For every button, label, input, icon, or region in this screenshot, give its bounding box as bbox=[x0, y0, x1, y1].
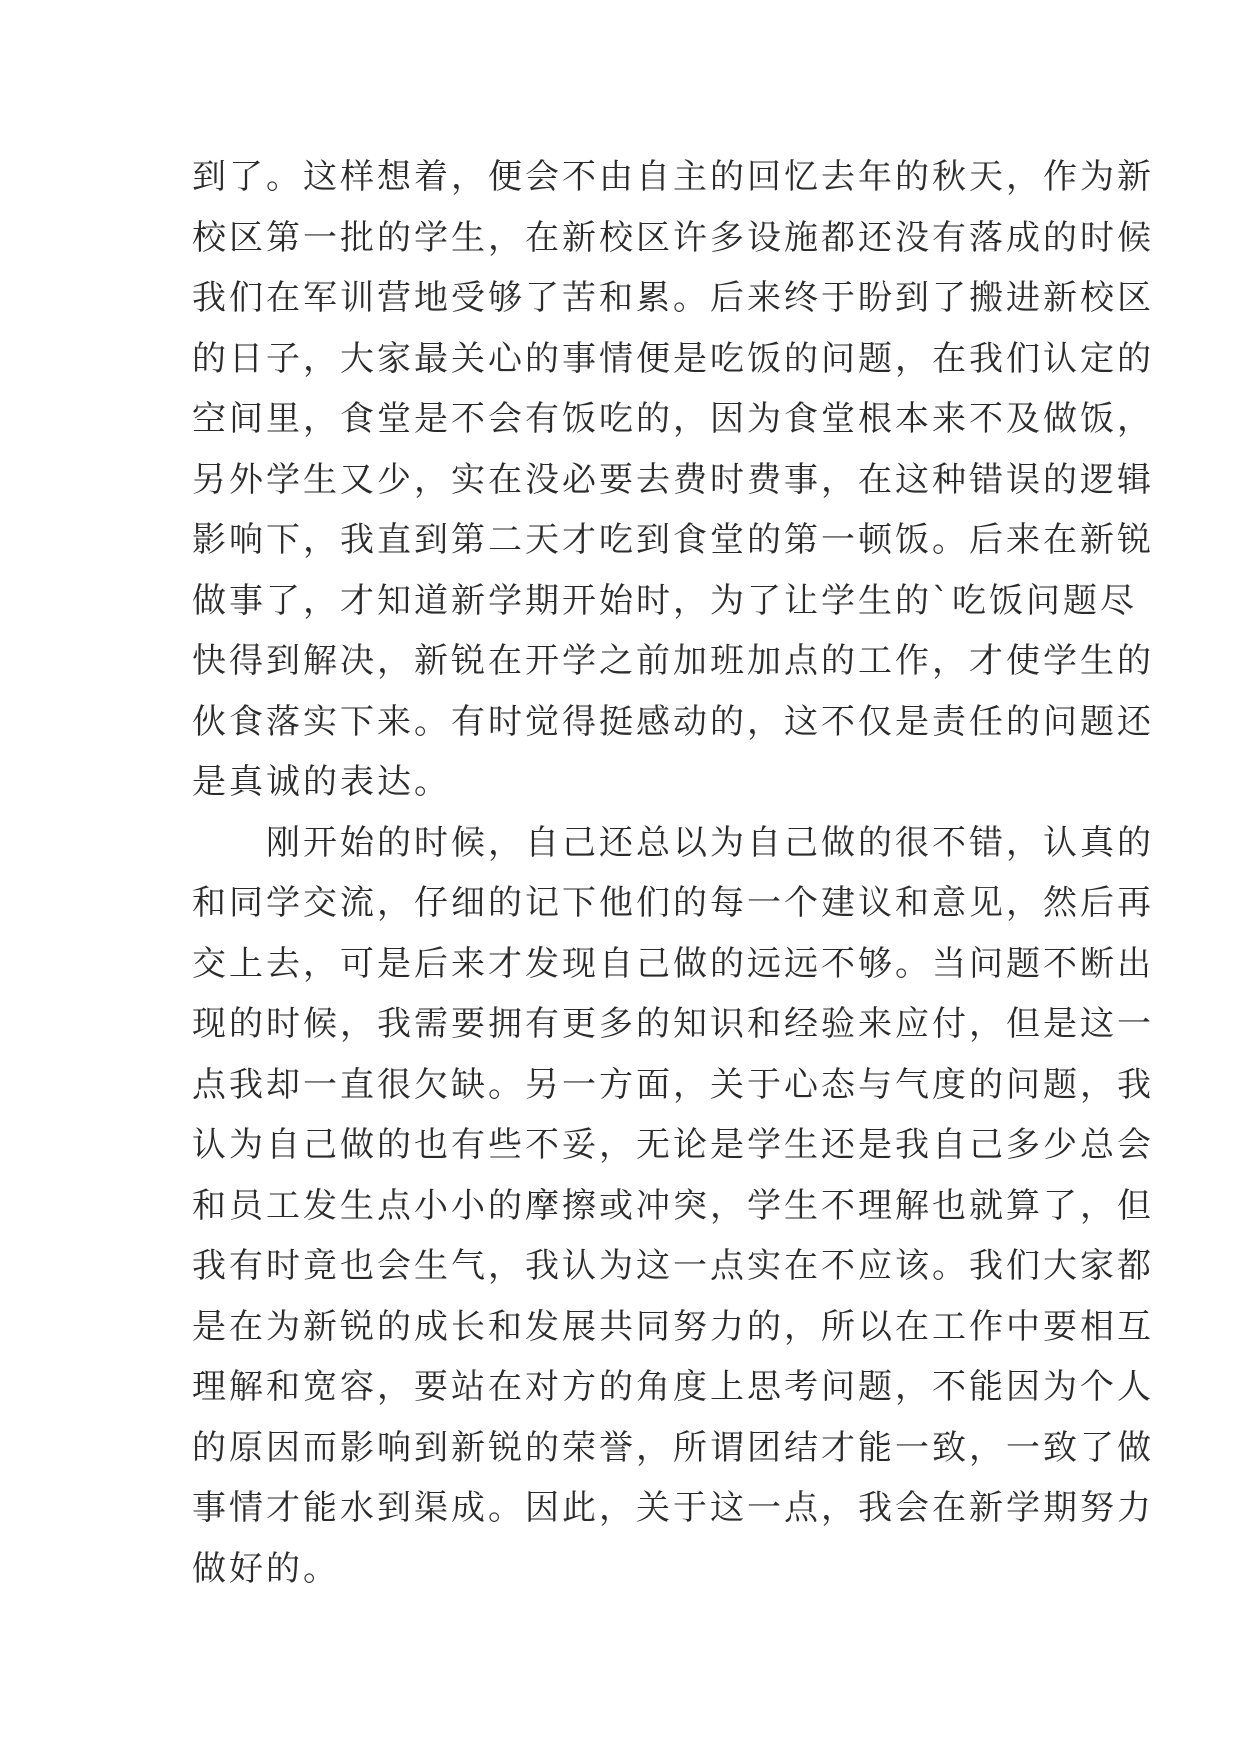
text-line: 校区第一批的学生，在新校区许多设施都还没有落成的时候 bbox=[192, 217, 1154, 258]
text-line: 另外学生又少，实在没必要去费时费事，在这种错误的逻辑 bbox=[192, 459, 1154, 500]
text-line: 我有时竟也会生气，我认为这一点实在不应该。我们大家都 bbox=[192, 1246, 1154, 1286]
text-line: 快得到解决，新锐在开学之前加班加点的工作，才使学生的 bbox=[192, 641, 1154, 681]
text-line: 和同学交流，仔细的记下他们的每一个建议和意见，然后再 bbox=[192, 883, 1154, 923]
text-line: 事情才能水到渠成。因此，关于这一点，我会在新学期努力 bbox=[192, 1488, 1154, 1528]
text-line: 伙食落实下来。有时觉得挺感动的，这不仅是责任的问题还 bbox=[192, 701, 1154, 742]
text-line: 点我却一直很欠缺。另一方面，关于心态与气度的问题，我 bbox=[192, 1064, 1154, 1105]
text-line: 是在为新锐的成长和发展共同努力的，所以在工作中要相互 bbox=[192, 1306, 1154, 1347]
text-line: 的原因而影响到新锐的荣誉，所谓团结才能一致，一致了做 bbox=[192, 1427, 1154, 1468]
text-line: 做好的。 bbox=[192, 1548, 340, 1589]
text-line: 到了。这样想着，便会不由自主的回忆去年的秋天，作为新 bbox=[192, 157, 1154, 197]
text-line: 的日子，大家最关心的事情便是吃饭的问题，在我们认定的 bbox=[192, 338, 1154, 379]
text-line: 我们在军训营地受够了苦和累。后来终于盼到了搬进新校区 bbox=[192, 278, 1154, 318]
body-text bbox=[192, 157, 1154, 1610]
text-line: 和员工发生点小小的摩擦或冲突，学生不理解也就算了，但 bbox=[192, 1185, 1154, 1226]
text-line: 理解和宽容，要站在对方的角度上思考问题，不能因为个人 bbox=[192, 1367, 1154, 1407]
text-line: 影响下，我直到第二天才吃到食堂的第一顿饭。后来在新锐 bbox=[192, 520, 1154, 560]
text-line: 空间里，食堂是不会有饭吃的，因为食堂根本来不及做饭， bbox=[192, 399, 1154, 439]
text-line: 现的时候，我需要拥有更多的知识和经验来应付，但是这一 bbox=[192, 1004, 1154, 1044]
text-line: 是真诚的表达。 bbox=[192, 762, 451, 802]
text-line: 认为自己做的也有些不妥，无论是学生还是我自己多少总会 bbox=[192, 1125, 1154, 1165]
text-line: 交上去，可是后来才发现自己做的远远不够。当问题不断出 bbox=[192, 943, 1154, 984]
text-line: 做事了，才知道新学期开始时，为了让学生的`吃饭问题尽 bbox=[192, 580, 1137, 621]
text-line: 刚开始的时候，自己还总以为自己做的很不错，认真的 bbox=[192, 822, 1154, 863]
